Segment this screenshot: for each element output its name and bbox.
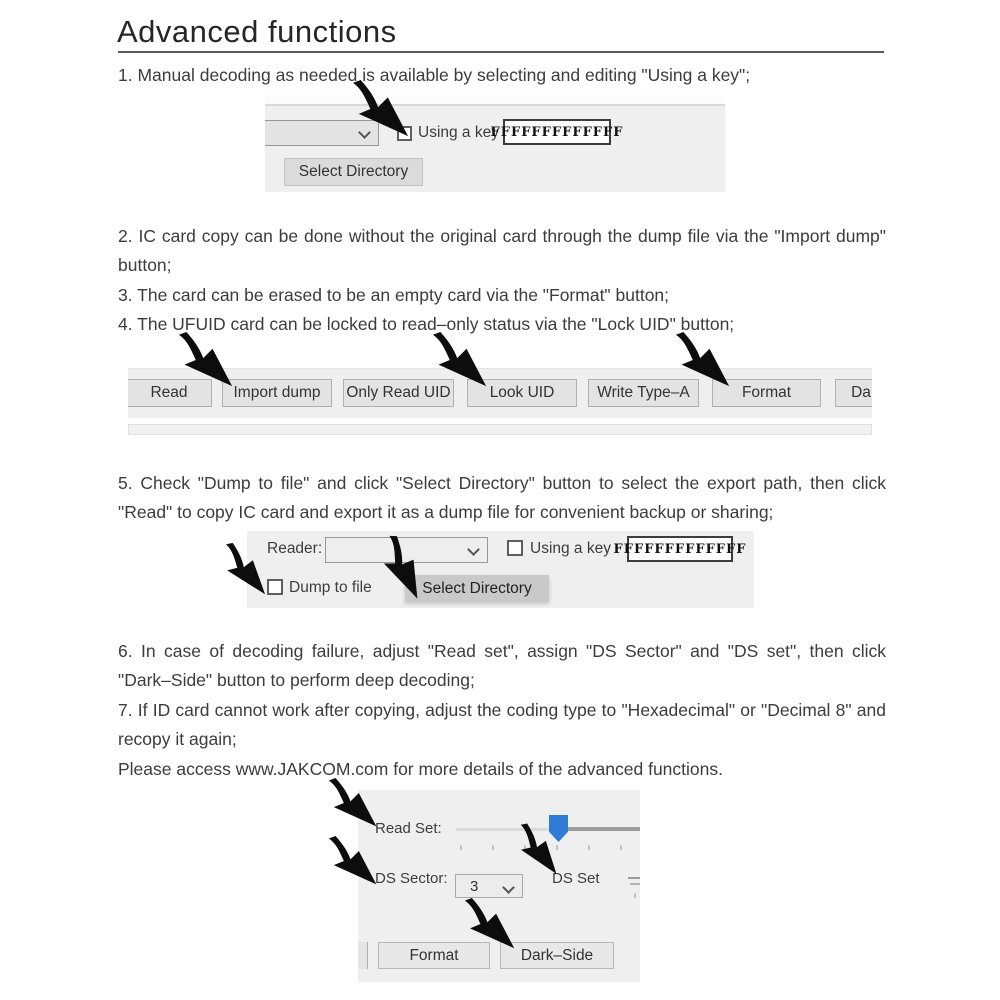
slider-tick — [492, 845, 494, 850]
instruction-1 — [118, 61, 886, 90]
instruction-7-text: 7. If ID card cannot work after copying, adjust the coding type to "Hexadecimal" or "Decimal 8" and recopy it again; — [118, 699, 886, 750]
chevron-down-icon — [502, 881, 515, 894]
dark-side-button-truncated[interactable]: Da — [835, 379, 872, 407]
page-title: Advanced functions — [117, 14, 397, 49]
ds-set-slider-fragment — [630, 883, 640, 885]
select-directory-button[interactable]: Select Directory — [284, 158, 423, 186]
title-divider — [118, 51, 884, 53]
note-text: Please access www.JAKCOM.com for more details of the advanced functions. — [118, 758, 723, 779]
read-button[interactable]: Read — [128, 379, 212, 407]
dark-side-button[interactable]: Dark–Side — [500, 942, 614, 969]
arrow-to-format-icon — [675, 332, 731, 388]
ds-sector-dropdown[interactable] — [455, 874, 523, 898]
truncated-button — [358, 942, 368, 969]
arrow-to-read-set-icon — [328, 778, 378, 828]
figure-reader-panel — [247, 531, 754, 608]
format-button[interactable]: Format — [378, 942, 490, 969]
dump-to-file-label: Dump to file — [289, 579, 372, 596]
instruction-4-text: 4. The UFUID card can be locked to read–only status via the "Lock UID" button; — [118, 314, 735, 335]
dump-to-file-checkbox[interactable] — [267, 579, 283, 595]
using-a-key-checkbox[interactable] — [507, 540, 523, 556]
panel-top-band — [265, 95, 725, 106]
arrow-to-import-dump-icon — [178, 332, 234, 388]
key-value-field[interactable]: FFFFFFFFFFFFF — [627, 536, 733, 562]
using-a-key-label: Using a key — [418, 124, 499, 141]
look-uid-button[interactable]: Look UID — [467, 379, 577, 407]
ds-sector-value: 3 — [470, 877, 479, 895]
select-directory-button[interactable]: Select Directory — [405, 575, 549, 602]
instructions-6-7 — [118, 637, 886, 784]
write-type-a-button[interactable]: Write Type–A — [588, 379, 699, 407]
only-read-uid-button[interactable]: Only Read UID — [343, 379, 454, 407]
figure-darkside-panel — [358, 790, 640, 982]
instruction-5 — [118, 469, 886, 528]
reader-label: Reader: — [267, 540, 323, 557]
read-set-label: Read Set: — [375, 820, 442, 837]
arrow-to-ds-sector-icon — [328, 836, 378, 886]
instruction-3-text: 3. The card can be erased to be an empty card via the "Format" button; — [118, 284, 670, 305]
arrow-to-dump-to-file-icon — [219, 542, 273, 596]
chevron-down-icon — [467, 543, 480, 556]
arrow-to-using-a-key-icon — [352, 80, 410, 138]
key-value-field[interactable]: FFFFFFFFFFFFF — [503, 119, 611, 145]
figure-toolbar-panel — [128, 368, 872, 418]
instruction-5-text: 5. Check "Dump to file" and click "Select Directory" button to select the export path, then click "Read" to copy IC card and export it as a dump file for convenient backup or sharing; — [118, 473, 886, 523]
instruction-1-text: 1. Manual decoding as needed is available by selecting and editing "Using a key"; — [118, 65, 751, 85]
toolbar-lower-strip — [128, 424, 872, 435]
slider-tick — [460, 845, 462, 850]
figure-key-panel — [265, 95, 725, 192]
slider-tick — [588, 845, 590, 850]
slider-tick — [620, 845, 622, 850]
ds-set-label: DS Set — [552, 870, 600, 887]
instruction-6-text: 6. In case of decoding failure, adjust "Read set", assign "DS Sector" and "DS set", then click "Dark–Side" button to perform deep decoding; — [118, 641, 886, 691]
instructions-2-4 — [118, 222, 886, 340]
using-a-key-label: Using a key — [530, 540, 611, 557]
ds-sector-label: DS Sector: — [375, 870, 448, 887]
arrow-to-look-uid-icon — [432, 332, 488, 388]
format-button[interactable]: Format — [712, 379, 821, 407]
instruction-2-text: 2. IC card copy can be done without the original card through the dump file via the "Import dump" button; — [118, 226, 886, 276]
ds-set-slider-fragment — [628, 877, 640, 879]
arrow-to-dark-side-icon — [464, 898, 516, 950]
import-dump-button[interactable]: Import dump — [222, 379, 332, 407]
arrow-to-ds-set-icon — [512, 822, 565, 875]
slider-tick — [634, 893, 636, 898]
